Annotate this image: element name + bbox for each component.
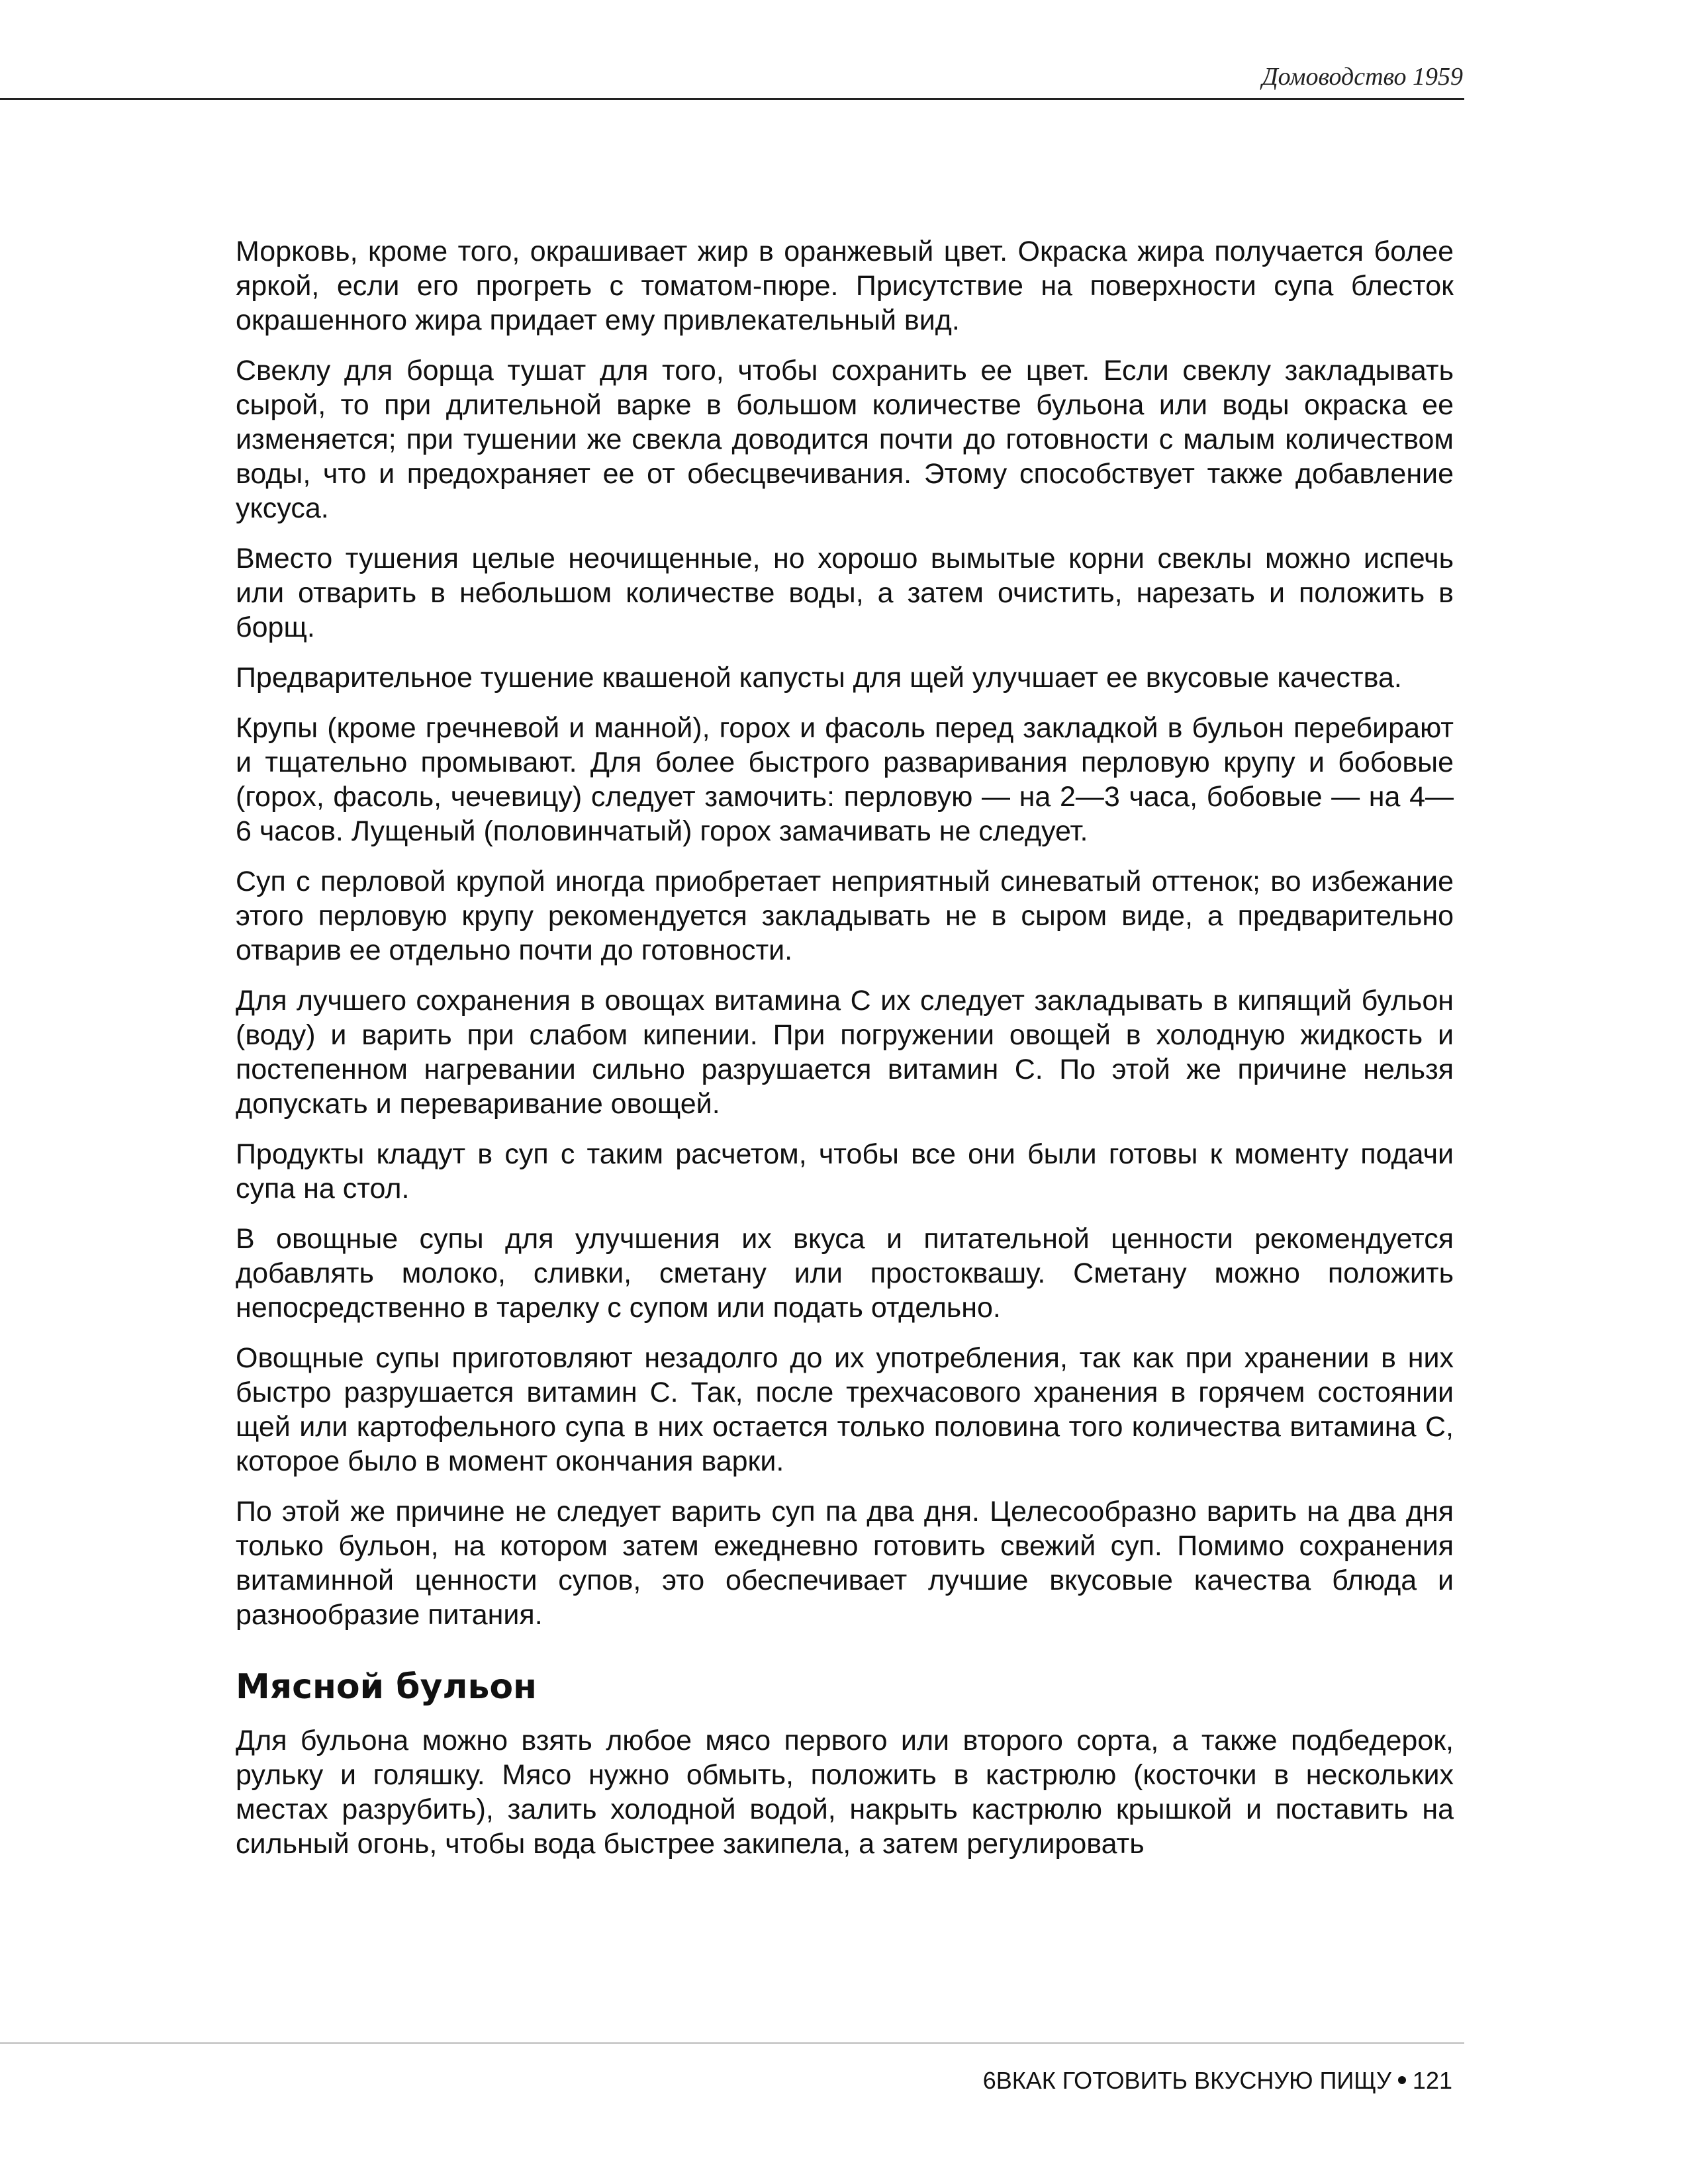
paragraph: Свеклу для борща тушат для того, чтобы сохранить ее цвет. Если свеклу закладывать сырой, то при длительной варке в большом количестве бульона или воды окраска ее изменяется; при тушении же свекла доводится почти до готовности с малым количеством воды, что и предохраняет ее от обесцвечивания. Этому способствует также добавление уксуса. bbox=[236, 355, 1454, 524]
footer-rule bbox=[0, 2042, 1464, 2044]
running-footer bbox=[0, 2038, 1688, 2118]
paragraph: Продукты кладут в суп с таким расчетом, чтобы все они были готовы к моменту подачи супа на стол. bbox=[236, 1138, 1454, 1205]
paragraph: В овощные супы для улучшения их вкуса и питательной ценности рекомендуется добавлять молоко, сливки, сметану или простоквашу. Сметану можно положить непосредственно в тарелку с супом или подать отдельно. bbox=[236, 1223, 1454, 1324]
paragraph: Овощные супы приготовляют незадолго до их употребления, так как при хранении в них быстро разрушается витамин С. Так, после трехчасового хранения в горячем состоянии щей или картофельного супа в них остается только половина того количества витамина С, которое было в момент окончания варки. bbox=[236, 1342, 1454, 1477]
bullet-icon bbox=[1398, 2076, 1406, 2084]
paragraph: Крупы (кроме гречневой и манной), горох и фасоль перед закладкой в бульон перебирают и тщательно промывают. Для более быстрого разваривания перловую крупу и бобовые (горох, фасоль, чечевицу) следует замочить: перловую — на 2—3 часа, бобовые — на 4—6 часов. Лущеный (половинчатый) горох замачивать не следует. bbox=[236, 712, 1454, 847]
footer-chapter-title: 6ВКАК ГОТОВИТЬ ВКУСНУЮ ПИЩУ bbox=[982, 2067, 1391, 2094]
paragraph: Вместо тушения целые неочищенные, но хорошо вымытые корни свеклы можно испечь или отварить в небольшом количестве воды, а затем очистить, нарезать и положить в борщ. bbox=[236, 543, 1454, 643]
footer-line bbox=[983, 2066, 1452, 2095]
paragraph: Суп с перловой крупой иногда приобретает неприятный синеватый оттенок; во избежание этого перловую крупу рекомендуется закладывать не в сыром виде, а предварительно отварив ее отдельно почти до готовности. bbox=[236, 866, 1454, 966]
running-header bbox=[0, 0, 1688, 101]
body-text bbox=[236, 234, 1454, 1877]
paragraph: Для лучшего сохранения в овощах витамина С их следует закладывать в кипящий бульон (воду) и варить при слабом кипении. При погружении овощей в холодную жидкость и постепенном нагревании сильно разрушается витамин С. По этой же причине нельзя допускать и переваривание овощей. bbox=[236, 985, 1454, 1120]
paragraph: Предварительное тушение квашеной капусты для щей улучшает ее вкусовые качества. bbox=[236, 662, 1402, 694]
page-number: 121 bbox=[1412, 2067, 1452, 2094]
header-title: Домоводство 1959 bbox=[1262, 63, 1463, 91]
paragraph: По этой же причине не следует варить суп па два дня. Целесообразно варить на два дня только бульон, на котором затем ежедневно готовить свежий суп. Помимо сохранения витаминной ценности супов, это обеспечивает лучшие вкусовые качества блюда и разнообразие питания. bbox=[236, 1496, 1454, 1631]
paragraph: Морковь, кроме того, окрашивает жир в оранжевый цвет. Окраска жира получается более яркой, если его прогреть с томатом-пюре. Присутствие на поверхности супа блесток окрашенного жира придает ему привлекательный вид. bbox=[236, 236, 1454, 336]
section-paragraph: Для бульона можно взять любое мясо первого или второго сорта, а также подбедерок, рульку и голяшку. Мясо нужно обмыть, положить в кастрюлю (косточки в нескольких местах разрубить), залить холодной водой, накрыть кастрюлю крышкой и поставить на сильный огонь, чтобы вода быстрее закипела, а затем регулировать bbox=[236, 1725, 1454, 1860]
section-heading: Мясной бульон bbox=[236, 1667, 537, 1707]
header-rule bbox=[0, 98, 1464, 100]
